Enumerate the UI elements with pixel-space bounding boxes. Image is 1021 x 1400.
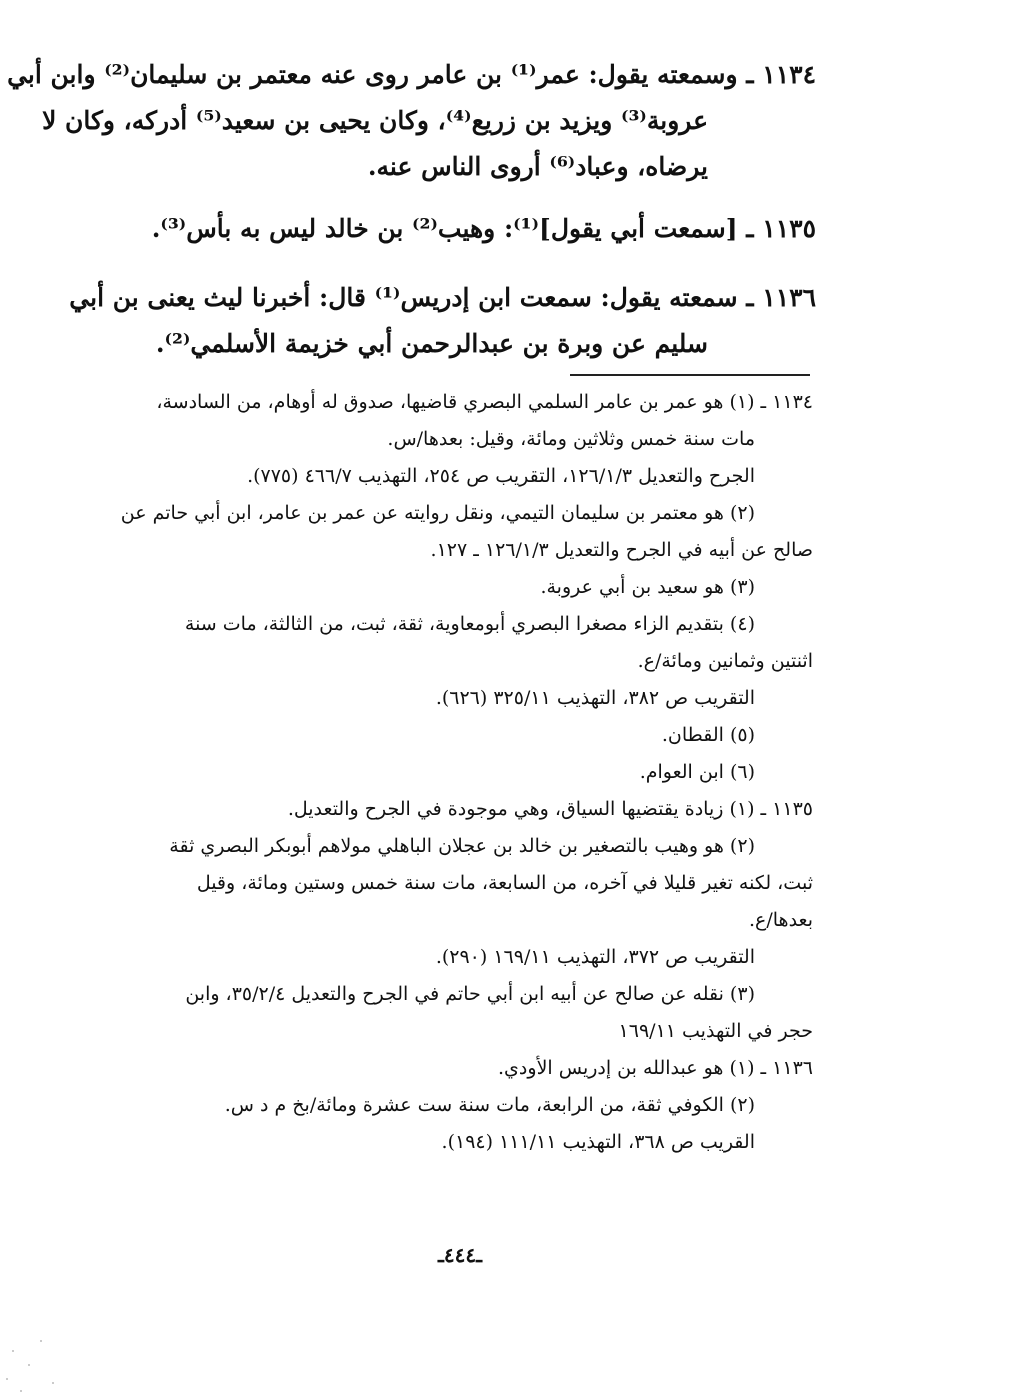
footnote-line: حجر في التهذيب ١٦٩/١١ — [618, 1020, 813, 1042]
scan-speckle — [0, 1320, 90, 1400]
footnotes — [108, 384, 813, 1161]
footnote-line: (٥) القطان. — [661, 724, 755, 746]
footnote-line: ثبت، لكنه تغير قليلا في آخره، من السابعة، مات سنة خمس وستين ومائة، وقيل — [196, 872, 813, 894]
entry-1135-line-1: ١١٣٥ ـ [سمعت أبي يقول]⁽¹⁾: وهيب⁽²⁾ بن خالد ليس به بأس⁽³⁾. — [151, 214, 816, 243]
footnote-line: ١١٣٥ ـ (١) زيادة يقتضيها السياق، وهي موجودة في الجرح والتعديل. — [287, 798, 813, 820]
footnote-line: (٦) ابن العوام. — [639, 761, 755, 783]
footnote-line: التقريب ص ٣٨٢، التهذيب ٣٢٥/١١ (٦٢٦). — [435, 687, 755, 709]
page-number: ـ٤٤٤ـ — [438, 1243, 482, 1267]
footnote-line: (٢) الكوفي ثقة، من الرابعة، مات سنة ست عشرة ومائة/بخ م د س. — [224, 1094, 755, 1116]
footnote-line: ١١٣٦ ـ (١) هو عبدالله بن إدريس الأودي. — [498, 1057, 813, 1079]
footnote-line: القريب ص ٣٦٨، التهذيب ١١١/١١ (١٩٤). — [441, 1131, 755, 1153]
footnote-line: مات سنة خمس وثلاثين ومائة، وقيل: بعدها/س. — [387, 428, 755, 450]
entry-1136-line-1: ١١٣٦ ـ سمعته يقول: سمعت ابن إدريس⁽¹⁾ قال: أخبرنا ليث يعنى بن أبي — [69, 283, 816, 312]
footnote-line: (٢) هو معتمر بن سليمان التيمي، ونقل روايته عن عمر بن عامر، ابن أبي حاتم عن — [120, 502, 755, 524]
entry-1135 — [110, 206, 816, 252]
entry-1134-line-1: ١١٣٤ ـ وسمعته يقول: عمر⁽¹⁾ بن عامر روى عنه معتمر بن سليمان⁽²⁾ وابن أبي — [7, 60, 816, 89]
footnote-line: (٤) بتقديم الزاء مصغرا البصري أبومعاوية، ثقة، ثبت، من الثالثة، مات سنة — [184, 613, 755, 635]
entry-1136 — [69, 275, 816, 367]
footnote-line: بعدها/ع. — [748, 909, 813, 931]
footnote-line: ١١٣٤ ـ (١) هو عمر بن عامر السلمي البصري قاضيها، صدوق له أوهام، من السادسة، — [156, 391, 813, 413]
footnote-line: صالح عن أبيه في الجرح والتعديل ١٢٦/١/٣ ـ ١٢٧. — [430, 539, 813, 561]
footnote-line: الجرح والتعديل ١٢٦/١/٣، التقريب ص ٢٥٤، التهذيب ٤٦٦/٧ (٧٧٥). — [247, 465, 755, 487]
footnote-line: (٣) نقله عن صالح عن أبيه ابن أبي حاتم في الجرح والتعديل ٣٥/٢/٤، وابن — [185, 983, 755, 1005]
footnote-line: (٢) هو وهيب بالتصغير بن خالد بن عجلان الباهلي مولاهم أبوبكر البصري ثقة — [169, 835, 755, 857]
entry-1136-line-2: سليم عن وبرة بن عبدالرحمن أبي خزيمة الأسلمي⁽²⁾. — [155, 329, 708, 358]
entry-1134-line-2: عروبة⁽³⁾ ويزيد بن زريع⁽⁴⁾، وكان يحيى بن سعيد⁽⁵⁾ أدركه، وكان لا — [42, 106, 708, 135]
footnote-divider — [570, 374, 810, 376]
entry-1134 — [7, 52, 816, 190]
entry-1134-line-3: يرضاه، وعباد⁽⁶⁾ أروى الناس عنه. — [367, 152, 708, 181]
footnote-line: (٣) هو سعيد بن أبي عروبة. — [540, 576, 755, 598]
footnote-line: التقريب ص ٣٧٢، التهذيب ١٦٩/١١ (٢٩٠). — [435, 946, 755, 968]
footnote-line: اثنتين وثمانين ومائة/ع. — [637, 650, 813, 672]
